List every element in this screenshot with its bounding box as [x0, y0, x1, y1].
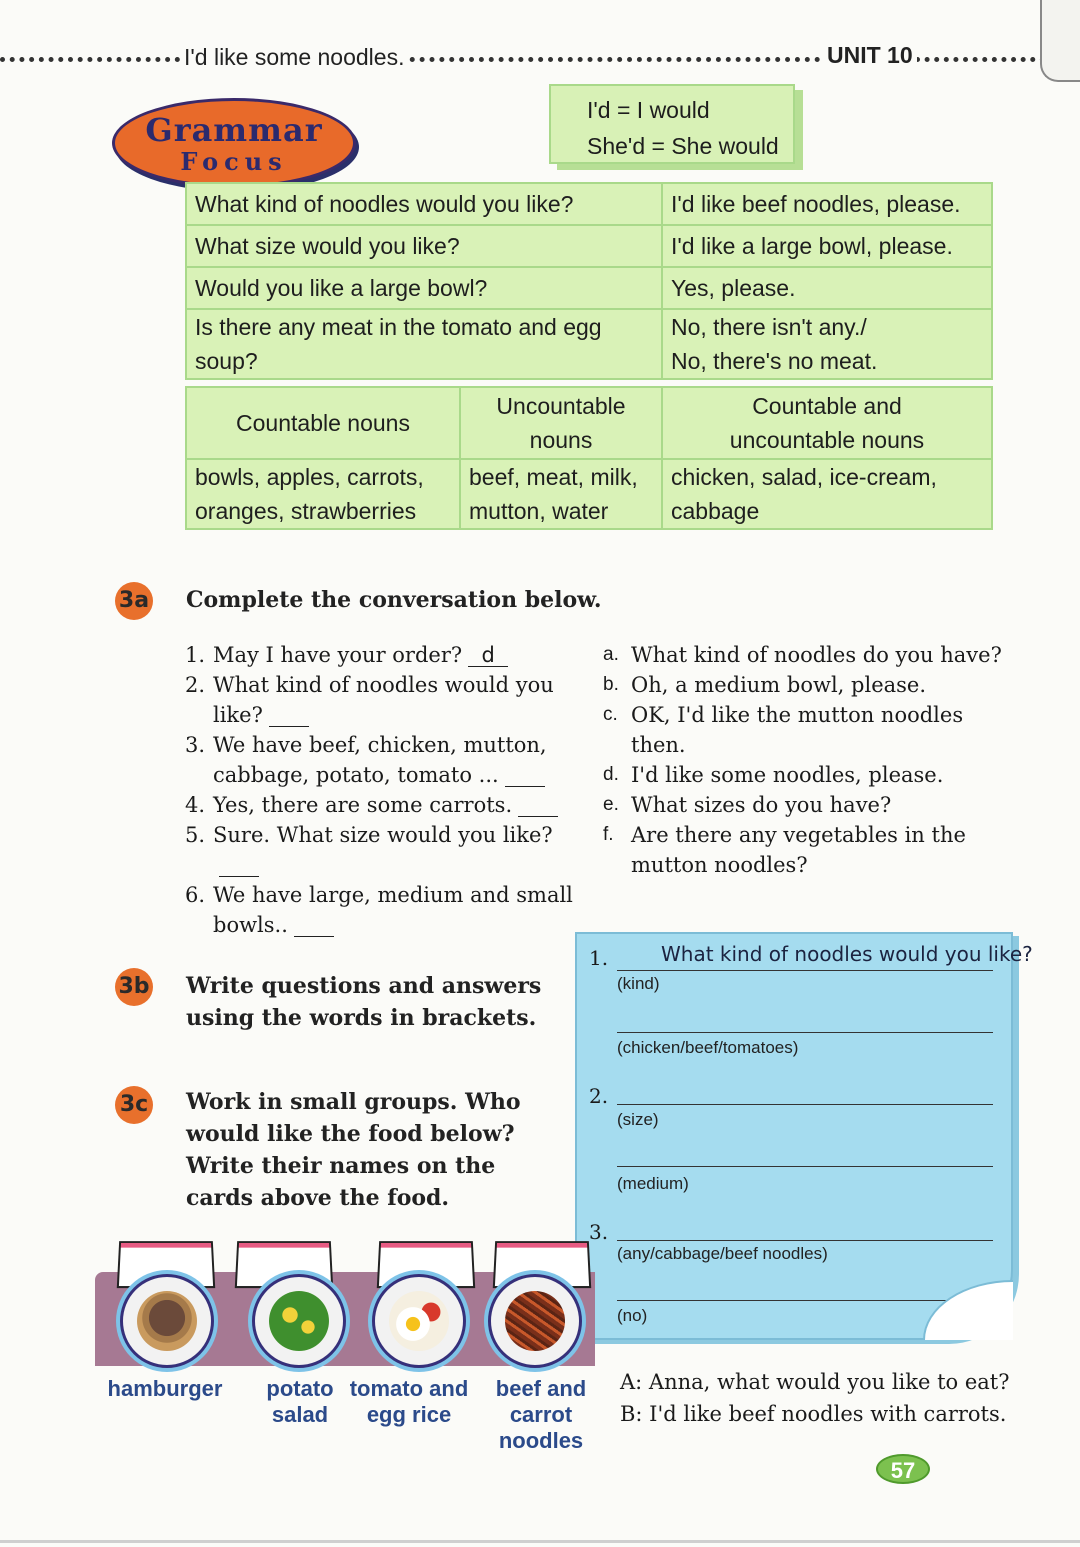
worksheet-hint: (no) — [617, 1306, 648, 1325]
sample-dialog — [620, 1366, 1060, 1430]
beef-noodles-plate — [488, 1274, 582, 1368]
dialog-line: B: I'd like beef noodles with carrots. — [620, 1402, 1007, 1426]
worksheet-hint: (size) — [617, 1110, 659, 1129]
item-text: Sure. What size would you like? — [213, 823, 553, 847]
column-header-line: uncountable nouns — [729, 427, 925, 453]
answer-blank[interactable] — [269, 704, 309, 727]
answer-cell: I'd like beef noodles, please. — [662, 183, 992, 225]
answer-cell: Yes, please. — [662, 267, 992, 309]
item-number: 6. — [185, 883, 206, 907]
table-row — [186, 183, 992, 225]
question-cell: What size would you like? — [186, 225, 662, 267]
noun-cell-line: cabbage — [671, 498, 760, 524]
item-text: I'd like some noodles, please. — [631, 763, 944, 787]
noun-cell — [186, 459, 460, 529]
food-label-line: carrot noodles — [498, 1402, 584, 1453]
noun-cell-line: beef, meat, milk, — [469, 464, 638, 490]
section-marker-3c: 3c — [115, 1086, 153, 1124]
salad-plate — [252, 1274, 346, 1368]
item-text: What sizes do you have? — [631, 793, 892, 817]
item-number: 5. — [185, 823, 206, 847]
running-header — [0, 40, 1080, 76]
hamburger-plate — [120, 1274, 214, 1368]
header-dots-left — [0, 57, 180, 62]
item-number: 4. — [185, 793, 206, 817]
list-item — [603, 760, 1003, 790]
answer-blank[interactable]: d — [468, 644, 508, 667]
item-text: We have beef, chicken, mutton, — [213, 733, 547, 757]
conversation-responses — [603, 640, 1003, 880]
contraction-line: I'd = I would — [587, 97, 710, 123]
answer-line: No, there's no meat. — [671, 348, 878, 374]
item-number: 1. — [185, 643, 206, 667]
page-number: 57 — [876, 1454, 930, 1484]
worksheet-number: 1. — [589, 946, 609, 970]
column-header: Uncountable nouns — [460, 387, 662, 459]
worksheet-hint: (medium) — [617, 1174, 689, 1193]
noun-cell — [460, 459, 662, 529]
item-letter: c. — [603, 704, 618, 725]
noun-table-header-row — [186, 387, 992, 459]
food-label — [346, 1376, 472, 1428]
section-marker-3b: 3b — [115, 968, 153, 1006]
list-item — [603, 640, 1003, 670]
page-corner-tab — [1040, 0, 1080, 82]
contraction-line: She'd = She would — [587, 133, 779, 159]
food-label — [100, 1376, 230, 1402]
item-text: cabbage, potato, tomato ... — [213, 763, 499, 787]
answer-line[interactable] — [617, 1240, 993, 1241]
answer-line[interactable] — [617, 1104, 993, 1105]
noodles-icon — [505, 1291, 565, 1351]
column-header: Countable nouns — [186, 387, 460, 459]
list-item — [603, 790, 1003, 820]
food-label-line: potato — [266, 1376, 334, 1401]
list-item — [185, 790, 585, 820]
conversation-prompts — [185, 640, 585, 940]
answer-line[interactable] — [617, 1166, 993, 1167]
lesson-title: I'd like some noodles. — [180, 44, 408, 71]
table-row — [186, 267, 992, 309]
list-item — [603, 670, 1003, 700]
item-text: OK, I'd like the mutton noodles — [631, 703, 964, 727]
list-item — [185, 640, 585, 670]
list-item — [185, 820, 585, 880]
item-text: Are there any vegetables in the — [631, 823, 966, 847]
item-text: like? — [213, 703, 263, 727]
heading-line: Write their names on the — [186, 1153, 496, 1179]
heading-line: would like the food below? — [186, 1121, 515, 1147]
noun-cell-line: chicken, salad, ice-cream, — [671, 464, 937, 490]
item-text: What kind of noodles do you have? — [631, 643, 1002, 667]
heading-line: Write questions and answers — [186, 973, 542, 999]
item-text: What kind of noodles would you — [213, 673, 554, 697]
noun-cell-line: oranges, strawberries — [195, 498, 417, 524]
answer-line[interactable] — [617, 1032, 993, 1033]
hamburger-icon — [137, 1291, 197, 1351]
item-letter: f. — [603, 824, 614, 845]
dialog-line: A: Anna, what would you like to eat? — [620, 1370, 1010, 1394]
badge-word-focus: Focus — [180, 147, 288, 176]
answer-blank[interactable] — [518, 794, 558, 817]
item-number: 3. — [185, 733, 206, 757]
food-label-line: hamburger — [107, 1376, 223, 1401]
egg-icon — [389, 1291, 449, 1351]
item-text: We have large, medium and small — [213, 883, 573, 907]
food-label — [468, 1376, 614, 1454]
tomato-egg-rice-plate — [372, 1274, 466, 1368]
answer-line[interactable] — [617, 942, 1033, 971]
unit-label: UNIT 10 — [823, 42, 917, 69]
question-cell: Would you like a large bowl? — [186, 267, 662, 309]
answer-cell: I'd like a large bowl, please. — [662, 225, 992, 267]
table-row — [186, 309, 992, 379]
worksheet-card — [575, 932, 1033, 1340]
bottom-rule — [0, 1540, 1080, 1543]
item-number: 2. — [185, 673, 206, 697]
item-text: then. — [631, 733, 686, 757]
heading-line: cards above the food. — [186, 1185, 450, 1211]
header-dots-middle — [390, 57, 830, 62]
item-text: Oh, a medium bowl, please. — [631, 673, 927, 697]
item-letter: b. — [603, 674, 619, 695]
list-item — [185, 730, 585, 790]
column-header — [662, 387, 992, 459]
list-item — [603, 700, 1003, 760]
item-text: Yes, there are some carrots. — [213, 793, 513, 817]
noun-cell-line: bowls, apples, carrots, — [195, 464, 424, 490]
answer-line: No, there isn't any./ — [671, 314, 867, 340]
header-dots-right — [915, 57, 1045, 62]
food-label — [250, 1376, 350, 1428]
food-label-line: beef and — [495, 1376, 587, 1401]
item-letter: a. — [603, 644, 619, 665]
badge-word-grammar: Grammar — [145, 111, 323, 149]
contraction-box — [549, 84, 795, 164]
food-label-line: tomato and — [349, 1376, 469, 1401]
question-cell: Is there any meat in the tomato and egg soup? — [186, 309, 662, 379]
noun-cell — [662, 459, 992, 529]
heading-line: Work in small groups. Who — [186, 1089, 521, 1115]
salad-icon — [269, 1291, 329, 1351]
item-text: bowls.. — [213, 913, 288, 937]
item-text: May I have your order? — [213, 643, 463, 667]
answer-blank[interactable] — [294, 914, 334, 937]
grammar-table — [185, 182, 993, 380]
list-item — [603, 820, 1003, 880]
section-heading-3a: Complete the conversation below. — [186, 587, 602, 613]
grammar-focus-badge — [112, 98, 356, 188]
list-item — [185, 880, 585, 940]
worksheet-hint: (any/cabbage/beef noodles) — [617, 1244, 828, 1263]
section-heading-3c — [186, 1086, 521, 1214]
answer-line[interactable] — [617, 1300, 947, 1301]
question-cell: What kind of noodles would you like? — [186, 183, 662, 225]
worksheet-hint: (chicken/beef/tomatoes) — [617, 1038, 799, 1057]
heading-line: using the words in brackets. — [186, 1005, 537, 1031]
answer-blank[interactable] — [505, 764, 545, 787]
food-label-line: salad — [271, 1402, 329, 1427]
answer-cell — [662, 309, 992, 379]
item-letter: d. — [603, 764, 619, 785]
list-item — [185, 670, 585, 730]
section-marker-3a: 3a — [115, 582, 153, 620]
worksheet-number: 3. — [589, 1220, 609, 1244]
answer-blank[interactable] — [219, 854, 259, 877]
noun-table — [185, 386, 993, 530]
noun-table-row — [186, 459, 992, 529]
food-label-line: egg rice — [366, 1402, 452, 1427]
section-heading-3b — [186, 970, 541, 1034]
noun-cell-line: mutton, water — [469, 498, 609, 524]
item-letter: e. — [603, 794, 619, 815]
page-curl — [923, 1280, 1013, 1340]
table-row — [186, 225, 992, 267]
item-text: mutton noodles? — [631, 853, 808, 877]
worksheet-hint: (kind) — [617, 974, 660, 993]
column-header-line: Countable and — [752, 393, 902, 419]
worksheet-answer: What kind of noodles would you like? — [661, 942, 1033, 966]
worksheet-number: 2. — [589, 1084, 609, 1108]
